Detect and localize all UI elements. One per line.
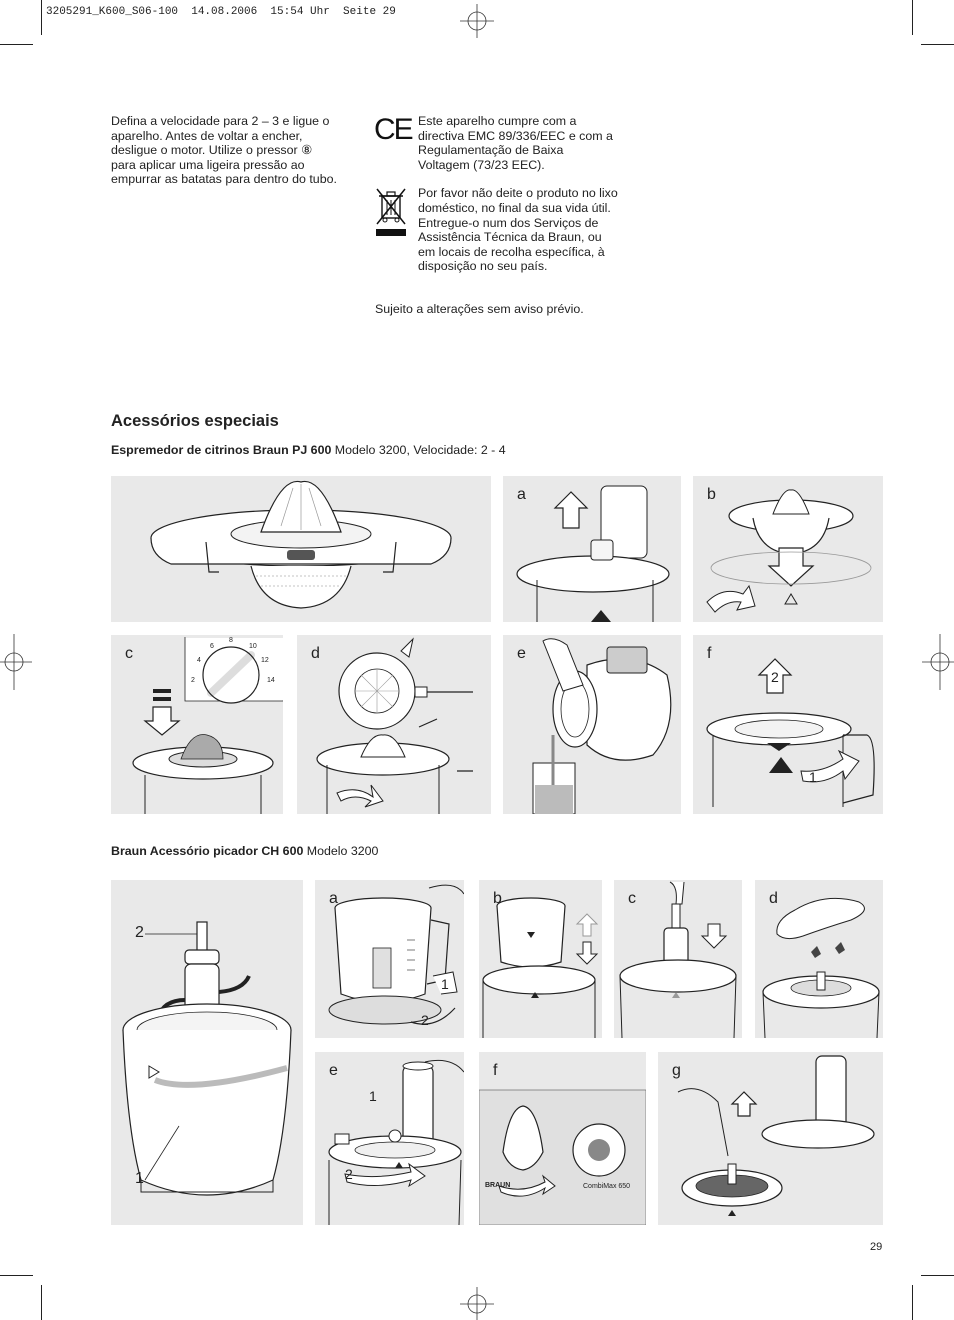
ce-mark-text: CE — [374, 113, 412, 146]
juicer-panel-label-d: d — [311, 645, 320, 662]
juicer-step-f-panel — [693, 635, 883, 814]
speed-instruction-text: Defina a velocidade para 2 – 3 e ligue o aparelho. Antes de voltar a encher, desligue o motor. Utilize o pressor ⑧ para aplicar uma ligeira pressão ao empurrar as batatas para dentro do tubo. — [111, 114, 337, 187]
juicer-panel-label-b: b — [707, 486, 716, 503]
compliance-column — [418, 114, 618, 288]
juicer-overview-illustration — [111, 476, 491, 622]
change-notice-text: Sujeito a alterações sem aviso prévio. — [375, 302, 584, 316]
registration-mark-icon — [922, 630, 954, 694]
section-title: Acessórios especiais — [111, 412, 279, 430]
juicer-overview-drawing — [111, 476, 491, 622]
crop-mark — [912, 0, 913, 35]
chopper-panel-label-g: g — [672, 1062, 681, 1079]
dial-number: 12 — [261, 657, 269, 664]
ce-compliance-text: Este aparelho cumpre com a directiva EMC 89/336/EEC e com a Regulamentação de Baixa Voltagem (73/23 EEC). — [418, 114, 613, 172]
chopper-panel-label-d: d — [769, 890, 778, 907]
weee-disposal-text: Por favor não deite o produto no lixo doméstico, no final da sua vida útil. Entregue-o num dos Serviços de Assistência Técnica da Braun, ou em locais de recolha específica, à disposição no seu país. — [418, 186, 618, 274]
juicer-panel-label-a: a — [517, 486, 526, 503]
crop-mark — [41, 0, 42, 35]
juicer-panel-label-c: c — [125, 645, 133, 662]
crop-mark — [921, 1275, 954, 1276]
juicer-step-e-drawing — [503, 635, 681, 814]
registration-mark-icon — [460, 4, 494, 38]
juicer-detail: Modelo 3200, Velocidade: 2 - 4 — [331, 443, 506, 457]
juicer-step-a-panel — [503, 476, 681, 622]
juicer-step-e-panel — [503, 635, 681, 814]
juicer-name: Espremedor de citrinos Braun PJ 600 — [111, 443, 332, 457]
chopper-panel-label-e: e — [329, 1062, 338, 1079]
juicer-step-d-panel — [297, 635, 491, 814]
chopper-detail: Modelo 3200 — [303, 844, 379, 858]
brand-logo: BRAUN — [485, 1182, 511, 1189]
dial-number: 6 — [210, 643, 214, 650]
step-number: 2 — [421, 1012, 429, 1028]
juicer-step-b-drawing — [693, 476, 883, 622]
crossed-bin-icon — [374, 186, 408, 240]
part-number: 1 — [135, 1170, 144, 1187]
chopper-step-f-drawing — [479, 1052, 646, 1225]
dial-number: 2 — [191, 677, 195, 684]
juicer-step-d-drawing — [297, 635, 491, 814]
chopper-step-f-panel — [479, 1052, 646, 1225]
chopper-name: Braun Acessório picador CH 600 — [111, 844, 304, 858]
page-number: 29 — [870, 1241, 883, 1253]
chopper-panel-label-b: b — [493, 890, 502, 907]
step-number: 1 — [369, 1088, 377, 1104]
crop-mark — [912, 1285, 913, 1320]
chopper-panel-label-f: f — [493, 1062, 498, 1079]
juicer-panel-label-f: f — [707, 645, 712, 662]
step-number: 2 — [345, 1166, 353, 1182]
model-label: CombiMax 650 — [583, 1183, 631, 1190]
chopper-step-c-panel — [614, 880, 742, 1038]
chopper-step-e-panel — [315, 1052, 464, 1225]
dial-number: 4 — [197, 657, 201, 664]
chopper-step-b-panel — [479, 880, 602, 1038]
chopper-step-g-drawing — [658, 1052, 883, 1225]
crop-mark — [921, 44, 954, 45]
juicer-subheading — [111, 443, 506, 457]
registration-mark-icon — [0, 630, 32, 694]
dial-number: 8 — [229, 637, 233, 644]
juicer-step-f-drawing — [693, 635, 883, 814]
print-header: 3205291_K600_S06-100 14.08.2006 15:54 Uhr Seite 29 — [46, 6, 396, 18]
chopper-panel-label-a: a — [329, 890, 338, 907]
ce-mark-icon — [374, 113, 412, 146]
chopper-panel-label-c: c — [628, 890, 636, 907]
crop-mark — [41, 1285, 42, 1320]
chopper-step-a-panel — [315, 880, 464, 1038]
change-notice — [375, 302, 635, 317]
registration-mark-icon — [460, 1287, 494, 1320]
step-number: 1 — [441, 976, 449, 992]
juicer-step-c-panel — [111, 635, 283, 814]
juicer-step-b-panel — [693, 476, 883, 622]
juicer-step-a-drawing — [503, 476, 681, 622]
intro-paragraph — [111, 114, 339, 201]
chopper-subheading — [111, 844, 378, 858]
dial-number: 14 — [267, 677, 275, 684]
juicer-panel-label-e: e — [517, 645, 526, 662]
crop-mark — [0, 1275, 33, 1276]
dial-number: 10 — [249, 643, 257, 650]
chopper-overview-illustration — [111, 880, 303, 1225]
step-number: 2 — [771, 669, 779, 685]
step-number: 1 — [809, 769, 817, 785]
part-number: 2 — [135, 924, 144, 941]
chopper-step-d-panel — [755, 880, 883, 1038]
chopper-step-g-panel — [658, 1052, 883, 1225]
crop-mark — [0, 44, 33, 45]
